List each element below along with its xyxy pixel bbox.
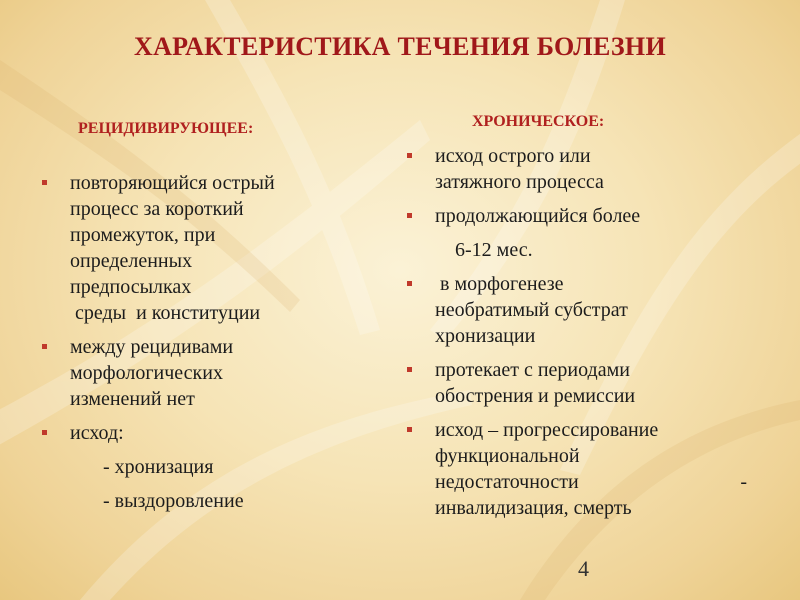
item-line: в морфогенезе xyxy=(435,273,564,295)
item-continuation: среды и конституции xyxy=(70,302,261,324)
bullet-icon xyxy=(407,367,412,372)
item-line: обострения и ремиссии xyxy=(435,385,636,407)
item-line: предпосылках xyxy=(70,276,192,298)
item-line: исход – прогрессирование xyxy=(435,419,659,441)
list-item xyxy=(40,420,380,446)
outcome-chronic: - хронизация xyxy=(88,456,214,478)
list-item xyxy=(405,357,765,409)
list-item xyxy=(405,143,765,195)
bullet-icon xyxy=(407,153,412,158)
item-line-with-dash xyxy=(435,469,765,495)
item-line: хронизации xyxy=(435,325,536,347)
item-line: затяжного процесса xyxy=(435,171,604,193)
bullet-icon xyxy=(407,281,412,286)
item-line: изменений нет xyxy=(70,388,195,410)
item-line: функциональной xyxy=(435,445,580,467)
item-line: протекает с периодами xyxy=(435,359,630,381)
item-line: продолжающийся более xyxy=(435,205,641,227)
item-line: определенных xyxy=(70,250,193,272)
left-heading: РЕЦИДИВИРУЮЩЕЕ: xyxy=(78,120,254,137)
bullet-icon xyxy=(407,213,412,218)
item-line: необратимый субстрат xyxy=(435,299,628,321)
item-line: между рецидивами xyxy=(70,336,234,358)
left-column xyxy=(40,170,380,514)
right-heading: ХРОНИЧЕСКОЕ: xyxy=(472,113,605,130)
page-number: 4 xyxy=(578,556,589,581)
list-item xyxy=(405,203,765,229)
bullet-icon xyxy=(42,430,47,435)
bullet-icon xyxy=(407,427,412,432)
list-item xyxy=(405,271,765,349)
bullet-icon xyxy=(42,344,47,349)
outcome-recovery: - выздоровление xyxy=(88,490,244,512)
bullet-icon xyxy=(42,180,47,185)
item-line: исход острого или xyxy=(435,145,591,167)
list-item xyxy=(40,170,380,300)
item-line: исход: xyxy=(70,422,124,444)
item-continuation: 6-12 мес. xyxy=(445,239,533,261)
slide-title: ХАРАКТЕРИСТИКА ТЕЧЕНИЯ БОЛЕЗНИ xyxy=(134,32,666,61)
item-line: промежуток, при xyxy=(70,224,216,246)
list-item xyxy=(405,417,765,521)
item-line: морфологических xyxy=(70,362,223,384)
item-line: повторяющийся острый xyxy=(70,172,275,194)
right-column xyxy=(405,143,765,521)
list-item xyxy=(40,334,380,412)
item-line: инвалидизация, смерть xyxy=(435,497,632,519)
dash-mark: - xyxy=(740,471,747,493)
item-line: недостаточности xyxy=(435,471,579,493)
item-line: процесс за короткий xyxy=(70,198,244,220)
